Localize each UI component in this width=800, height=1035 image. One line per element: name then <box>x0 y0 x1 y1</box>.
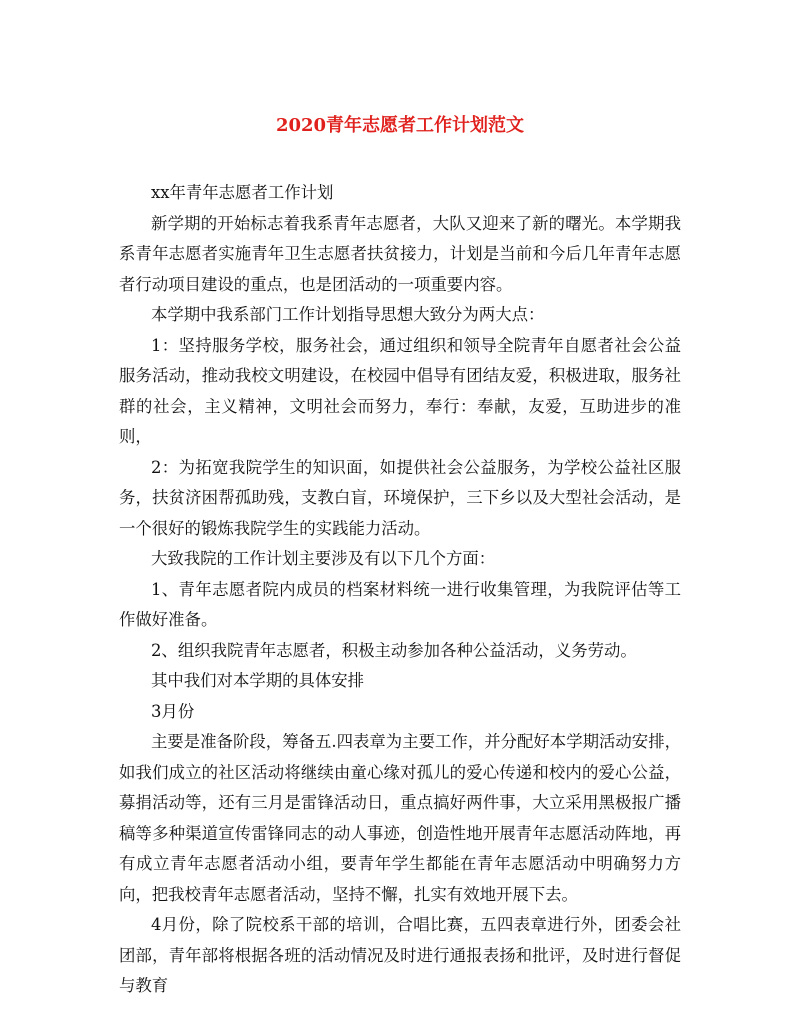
paragraph-guiding-ideas: 本学期中我系部门工作计划指导思想大致分为两大点： <box>151 305 545 324</box>
paragraph-aspects: 大致我院的工作计划主要涉及有以下几个方面： <box>151 549 496 568</box>
paragraph-aspect-2: 2、组织我院青年志愿者，积极主动参加各种公益活动，义务劳动。 <box>151 640 637 660</box>
paragraph-schedule-intro: 其中我们对本学期的具体安排 <box>151 671 365 690</box>
document-body <box>119 178 681 1002</box>
paragraph-intro: 新学期的开始标志着我系青年志愿者，大队又迎来了新的曙光。本学期我系青年志愿者实施青年卫生志愿者扶贫接力，计划是当前和今后几年青年志愿者行动项目建设的重点，也是团活动的一项重要内容。 <box>119 213 681 294</box>
paragraph-point-1: 1：坚持服务学校，服务社会，通过组织和领导全院青年自愿者社会公益服务活动，推动我校文明建设，在校园中倡导有团结友爱，积极进取，服务社群的社会，主义精神，文明社会而努力，奉行：奉献，友爱，互助进步的准则， <box>119 335 681 446</box>
paragraph-aspect-1: 1、青年志愿者院内成员的档案材料统一进行收集管理，为我院评估等工作做好准备。 <box>119 579 681 629</box>
paragraph-march-detail: 主要是准备阶段，筹备五.四表章为主要工作，并分配好本学期活动安排，如我们成立的社区活动将继续由童心缘对孤儿的爱心传递和校内的爱心公益，募捐活动等，还有三月是雷锋活动日，重点搞好两件事，大立采用黑极报广播稿等多种渠道宣传雷锋同志的动人事迹，创造性地开展青年志愿活动阵地，再有成立青年志愿者活动小组，要青年学生都能在青年志愿活动中明确努力方向，把我校青年志愿者活动，坚持不懈，扎实有效地开展下去。 <box>119 732 681 904</box>
document-title: 2020青年志愿者工作计划范文 <box>275 115 525 136</box>
paragraph-point-2: 2：为拓宽我院学生的知识面，如提供社会公益服务，为学校公益社区服务，扶贫济困帮孤助残，支教白盲，环境保护，三下乡以及大型社会活动，是一个很好的锻炼我院学生的实践能力活动。 <box>119 457 681 538</box>
paragraph-heading: xx年青年志愿者工作计划 <box>151 183 334 202</box>
paragraph-march-heading: 3月份 <box>151 701 195 721</box>
paragraph-april-detail: 4月份，除了院校系干部的培训，合唱比赛，五四表章进行外，团委会社团部，青年部将根据各班的活动情况及时进行通报表扬和批评，及时进行督促与教育 <box>119 915 681 995</box>
